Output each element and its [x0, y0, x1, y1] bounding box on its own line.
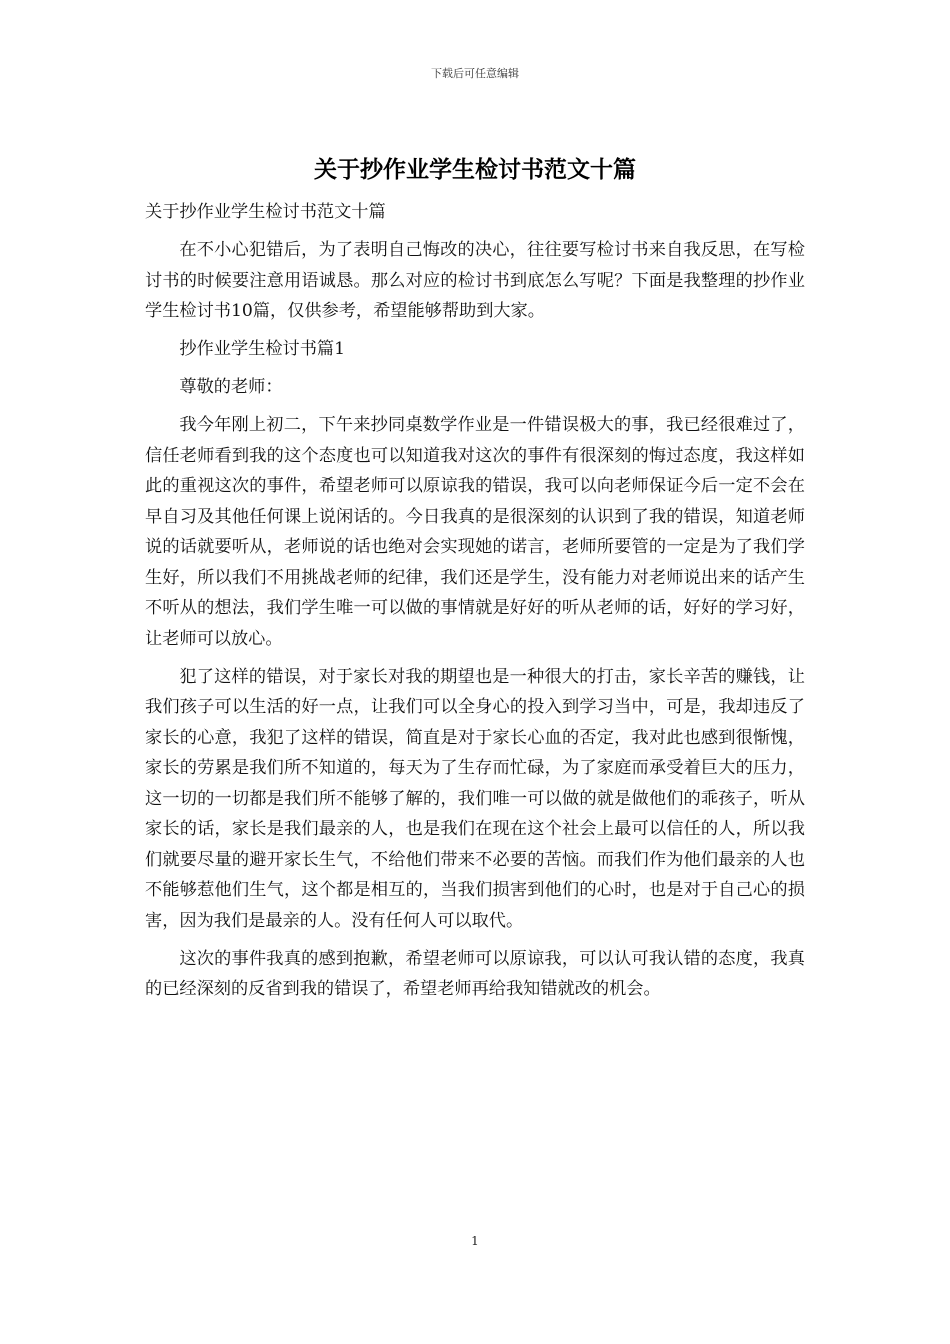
page-number: 1 [471, 1234, 479, 1248]
body-paragraph-3: 这次的事件我真的感到抱歉，希望老师可以原谅我，可以认可我认错的态度，我真的已经深刻的反省到我的错误了，希望老师再给我知错就改的机会。 [145, 948, 805, 999]
document-title: 关于抄作业学生检讨书范文十篇 [314, 156, 636, 183]
body-paragraph-2: 犯了这样的错误，对于家长对我的期望也是一种很大的打击，家长辛苦的赚钱，让我们孩子可以生活的好一点，让我们可以全身心的投入到学习当中，可是，我却违反了家长的心意，我犯了这样的错误，简直是对于家长心血的否定，我对此也感到很惭愧，家长的劳累是我们所不知道的，每天为了生存而忙碌，为了家庭而承受着巨大的压力，这一切的一切都是我们所不能够了解的，我们唯一可以做的就是做他们的乖孩子，听从家长的话，家长是我们最亲的人，也是我们在现在这个社会上最可以信任的人，所以我们就要尽量的避开家长生气，不给他们带来不必要的苦恼。而我们作为他们最亲的人也不能够惹他们生气，这个都是相互的，当我们损害到他们的心时，也是对于自己心的损害，因为我们是最亲的人。没有任何人可以取代。 [145, 666, 805, 931]
document-body [145, 197, 805, 1012]
body-paragraph-1: 我今年刚上初二，下午来抄同桌数学作业是一件错误极大的事，我已经很难过了，信任老师看到我的这个态度也可以知道我对这次的事件有很深刻的悔过态度，我这样如此的重视这次的事件，希望老师可以原谅我的错误，我可以向老师保证今后一定不会在早自习及其他任何课上说闲话的。今日我真的是很深刻的认识到了我的错误，知道老师说的话就要听从，老师说的话也绝对会实现她的诺言，老师所要管的一定是为了我们学生好，所以我们不用挑战老师的纪律，我们还是学生，没有能力对老师说出来的话产生不听从的想法，我们学生唯一可以做的事情就是好好的听从老师的话，好好的学习好，让老师可以放心。 [145, 415, 805, 649]
intro-paragraph: 在不小心犯错后，为了表明自己悔改的决心，往往要写检讨书来自我反思，在写检讨书的时候要注意用语诚恳。那么对应的检讨书到底怎么写呢？下面是我整理的抄作业学生检讨书10篇，仅供参考，希望能够帮助到大家。 [145, 240, 805, 321]
salutation: 尊敬的老师： [179, 377, 283, 397]
section-heading: 抄作业学生检讨书篇1 [179, 339, 346, 359]
page-header-note: 下载后可任意编辑 [431, 67, 519, 80]
document-subtitle: 关于抄作业学生检讨书范文十篇 [145, 202, 386, 222]
